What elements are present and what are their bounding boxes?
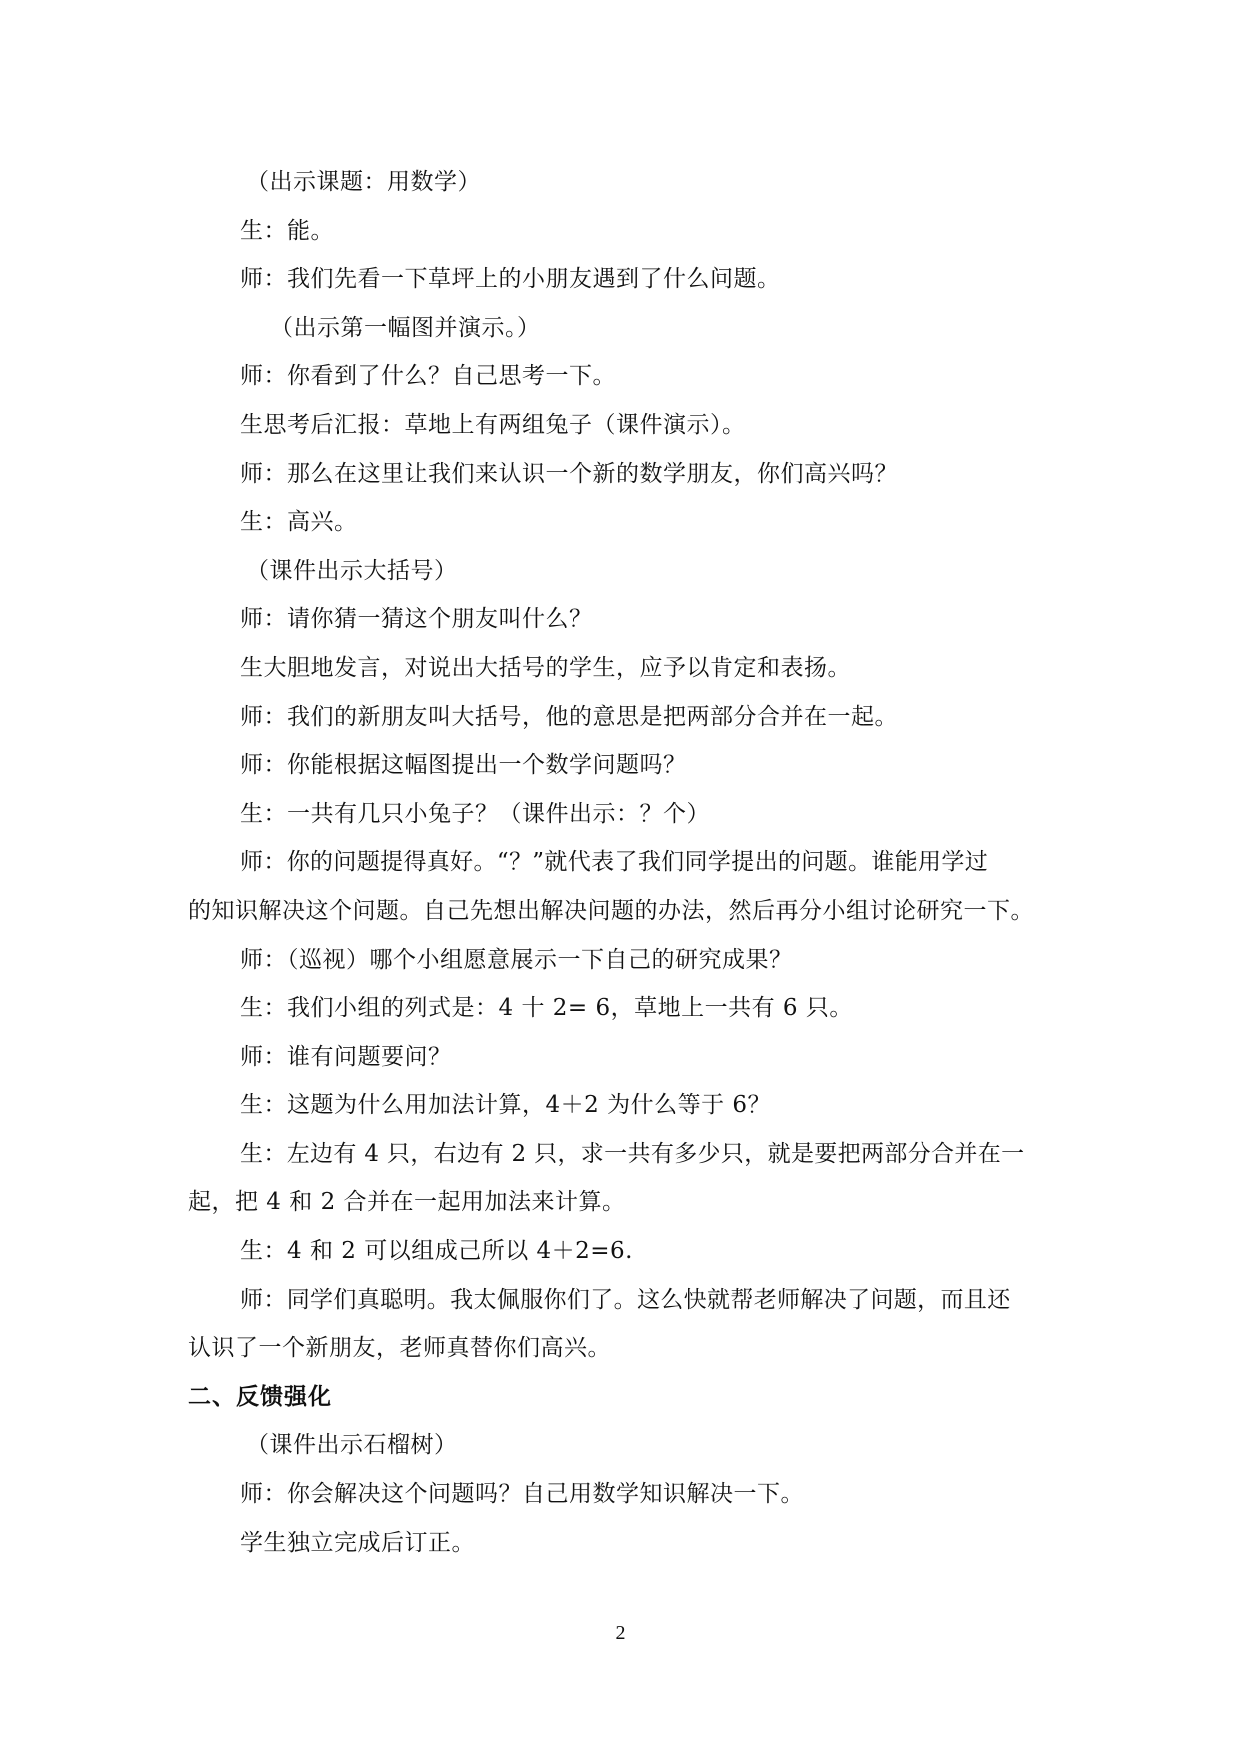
- paragraph-line: 师：同学们真聪明。我太佩服你们了。这么快就帮老师解决了问题，而且还: [240, 1286, 1011, 1313]
- paragraph-line: （课件出示大括号）: [246, 557, 458, 584]
- paragraph-line: 认识了一个新朋友，老师真替你们高兴。: [188, 1335, 611, 1362]
- document-body: [188, 158, 1064, 1567]
- paragraph-line: 生：能。: [240, 217, 334, 244]
- paragraph-line: 师：你的问题提得真好。“？”就代表了我们同学提出的问题。谁能用学过: [240, 849, 989, 876]
- paragraph-line: （课件出示石榴树）: [246, 1432, 458, 1459]
- paragraph-line: 师：我们的新朋友叫大括号，他的意思是把两部分合并在一起。: [240, 703, 898, 730]
- paragraph-line: 师：谁有问题要问？: [240, 1043, 452, 1070]
- paragraph-line: 生：我们小组的列式是：4 十 2= 6，草地上一共有 6 只。: [240, 995, 853, 1022]
- paragraph-line: 师：我们先看一下草坪上的小朋友遇到了什么问题。: [240, 266, 781, 293]
- paragraph-line: （出示第一幅图并演示。）: [270, 314, 541, 341]
- paragraph-line: 的知识解决这个问题。自己先想出解决问题的办法，然后再分小组讨论研究一下。: [188, 897, 1034, 924]
- paragraph-line: 起，把 4 和 2 合并在一起用加法来计算。: [188, 1189, 626, 1216]
- paragraph-line: 生：高兴。: [240, 509, 358, 536]
- paragraph-line: 师：你看到了什么？自己思考一下。: [240, 363, 616, 390]
- paragraph-line: 生思考后汇报：草地上有两组兔子（课件演示）。: [240, 411, 746, 438]
- paragraph-line: 生大胆地发言，对说出大括号的学生，应予以肯定和表扬。: [240, 654, 851, 681]
- section-heading: 二、反馈强化: [188, 1383, 332, 1410]
- paragraph-line: 生：左边有 4 只，右边有 2 只，求一共有多少只，就是要把两部分合并在一: [240, 1140, 1025, 1167]
- paragraph-line: （出示课题：用数学）: [246, 169, 481, 195]
- paragraph-line: 师：那么在这里让我们来认识一个新的数学朋友，你们高兴吗？: [240, 460, 898, 487]
- paragraph-line: 学生独立完成后订正。: [240, 1529, 475, 1556]
- paragraph-line: 师：（巡视）哪个小组愿意展示一下自己的研究成果？: [240, 946, 793, 973]
- paragraph-line: 师：你能根据这幅图提出一个数学问题吗？: [240, 752, 687, 779]
- paragraph-line: 生：4 和 2 可以组成己所以 4＋2=6.: [240, 1238, 633, 1265]
- paragraph-line: 师：请你猜一猜这个朋友叫什么？: [240, 606, 593, 633]
- paragraph-line: 生：一共有几只小兔子？（课件出示：？个）: [240, 800, 710, 827]
- page-number: 2: [615, 1622, 626, 1644]
- paragraph-line: 师：你会解决这个问题吗？自己用数学知识解决一下。: [240, 1481, 804, 1508]
- paragraph-line: 生：这题为什么用加法计算，4＋2 为什么等于 6？: [240, 1092, 772, 1119]
